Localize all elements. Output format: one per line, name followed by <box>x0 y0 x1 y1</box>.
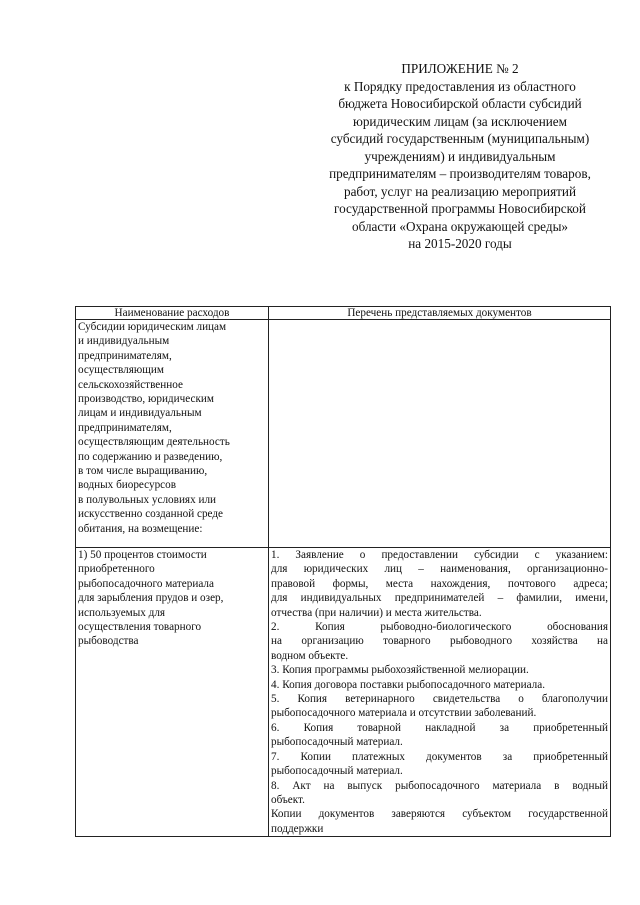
cell-line: рыбоводства <box>78 635 139 648</box>
cell-line: предпринимателям, <box>78 421 172 434</box>
document-line: Копии документов заверяются субъектом государственной <box>271 808 608 821</box>
cell-line: приобретенного <box>78 563 155 576</box>
document-line: для юридических лиц – наименования, организационно- <box>271 563 608 576</box>
appendix-title: ПРИЛОЖЕНИЕ № 2 <box>401 61 519 76</box>
cell-line: Субсидии юридическим лицам <box>78 321 227 333</box>
cell-line: рыбопосадочного материала <box>78 577 214 590</box>
document-line: 1. Заявление о предоставлении субсидии с указанием: <box>271 549 608 561</box>
document-line: для индивидуальных предпринимателей – фамилии, имени, <box>271 592 608 605</box>
table-row <box>76 320 611 548</box>
cell-line: в полувольных условиях или <box>78 493 217 506</box>
empty-documents-cell <box>269 320 611 548</box>
document-line: объект. <box>271 793 305 806</box>
appendix-subtitle-line: предпринимателям – производителям товаров, <box>329 166 591 181</box>
cell-line: водных биоресурсов <box>78 479 177 492</box>
cell-line: сельскохозяйственное <box>78 378 183 391</box>
table-row <box>76 548 611 837</box>
cell-line: осуществления товарного <box>78 621 202 634</box>
document-line: 7. Копии платежных документов за приобретенный <box>271 750 608 763</box>
cell-line: искусственно созданной среде <box>78 508 224 521</box>
document-line: поддержки <box>271 822 324 835</box>
cell-line: осуществляющим деятельность <box>78 436 230 449</box>
cell-line: по содержанию и разведению, <box>78 450 223 463</box>
column-header-documents: Перечень представляемых документов <box>269 307 611 320</box>
appendix-subtitle-line: к Порядку предоставления из областного <box>344 78 576 94</box>
cell-line: осуществляющим <box>78 364 164 377</box>
column-header-expenses: Наименование расходов <box>76 307 269 320</box>
cell-line: в том числе выращиванию, <box>78 465 208 478</box>
document-line: 5. Копия ветеринарного свидетельства о благополучии <box>271 693 608 706</box>
expense-category-cell <box>76 320 269 548</box>
document-line: 6. Копия товарной накладной за приобретенный <box>271 721 608 734</box>
cell-line: лицам и индивидуальным <box>78 407 202 420</box>
document-line: отчества (при наличии) и места жительства. <box>271 606 482 619</box>
cell-line: и индивидуальным <box>78 335 170 348</box>
documents-list-cell <box>269 548 611 837</box>
document-line: 4. Копия договора поставки рыбопосадочного материала. <box>271 678 546 691</box>
appendix-subtitle-line: области «Охрана окружающей среды» <box>351 218 569 234</box>
appendix-subtitle-line: юридическим лицам (за исключением <box>352 113 568 129</box>
cell-line: предпринимателям, <box>78 349 172 362</box>
document-line: 2. Копия рыбоводно-биологического обоснования <box>271 621 608 634</box>
document-line: правовой формы, места нахождения, почтового адреса; <box>271 577 608 590</box>
cell-line: для зарыбления прудов и озер, <box>78 592 224 605</box>
appendix-subtitle-line: на 2015-2020 годы <box>408 236 512 251</box>
document-line: водном объекте. <box>271 649 349 662</box>
document-line: 3. Копия программы рыбохозяйственной мелиорации. <box>271 664 529 677</box>
document-line: 8. Акт на выпуск рыбопосадочного материала в водный <box>271 779 608 792</box>
appendix-subtitle-line: субсидий государственным (муниципальным) <box>330 131 590 146</box>
document-line: рыбопосадочного материала и отсутствии заболеваний. <box>271 707 537 720</box>
expense-item-cell <box>76 548 269 837</box>
appendix-subtitle-line: государственной программы Новосибирской <box>334 201 586 216</box>
cell-line: 1) 50 процентов стоимости <box>78 549 207 561</box>
appendix-subtitle-line: бюджета Новосибирской области субсидий <box>338 96 582 111</box>
document-line: на организацию товарного рыбоводного хозяйства на <box>271 635 608 648</box>
documents-table <box>75 306 611 837</box>
document-line: рыбопосадочный материал. <box>271 765 403 778</box>
appendix-subtitle-line: работ, услуг на реализацию мероприятий <box>343 183 577 199</box>
table-header-row <box>76 307 611 320</box>
document-line: рыбопосадочный материал. <box>271 736 403 749</box>
cell-line: используемых для <box>78 606 166 619</box>
cell-line: производство, юридическим <box>78 393 214 406</box>
appendix-header <box>300 60 620 253</box>
cell-line: обитания, на возмещение: <box>78 522 203 535</box>
appendix-subtitle-line: учреждениям) и индивидуальным <box>364 148 556 164</box>
